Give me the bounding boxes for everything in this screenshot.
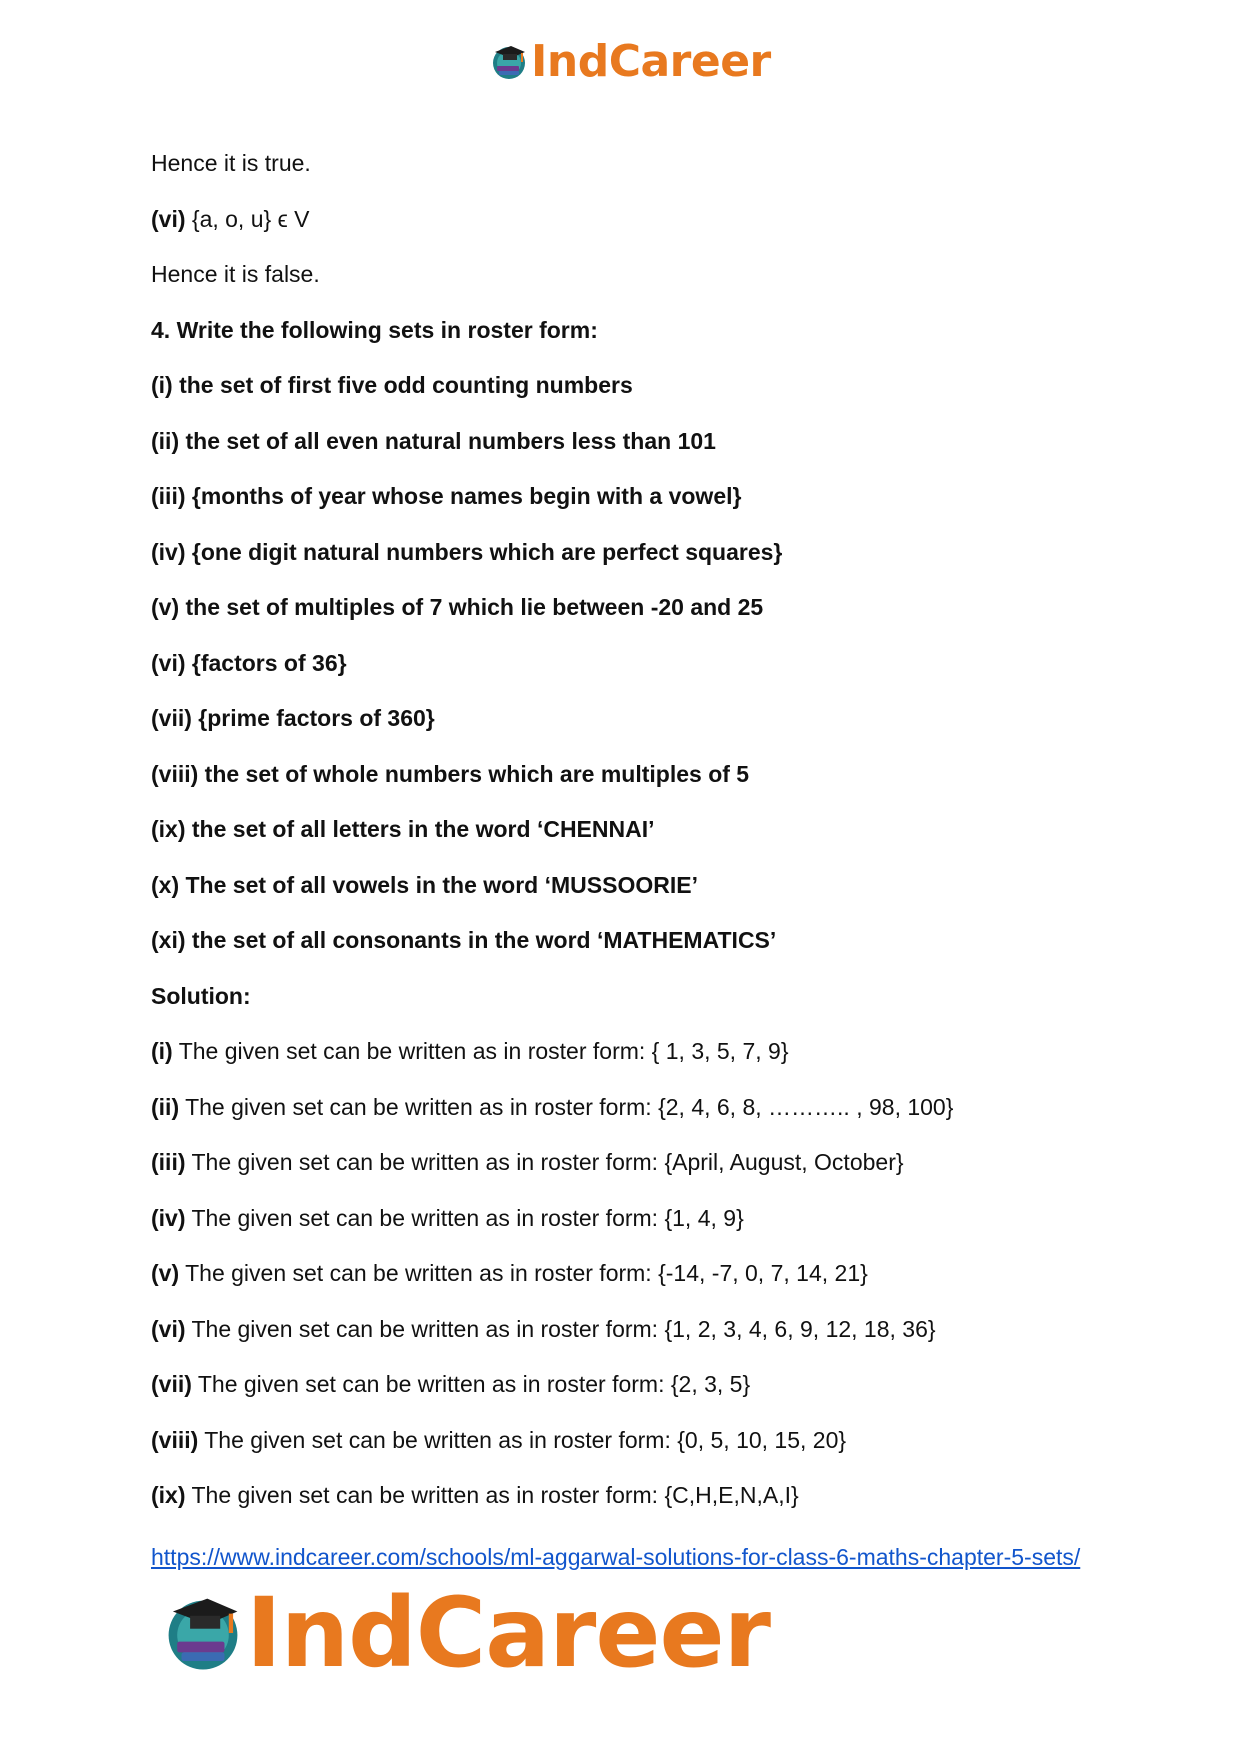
text-line bbox=[151, 761, 1131, 788]
text-line bbox=[151, 1094, 1131, 1121]
line-text: The given set can be written as in roster form: {1, 4, 9} bbox=[185, 1204, 744, 1231]
line-text: (vii) {prime factors of 360} bbox=[151, 705, 435, 731]
text-line bbox=[151, 150, 1131, 177]
text-line bbox=[151, 1316, 1131, 1343]
line-text: The given set can be written as in roster form: {April, August, October} bbox=[185, 1149, 904, 1175]
source-link[interactable]: https://www.indcareer.com/schools/ml-aggarwal-solutions-for-class-6-maths-chapter-5-sets/ bbox=[151, 1544, 1081, 1570]
text-line bbox=[151, 206, 1131, 233]
line-text: Solution: bbox=[151, 982, 251, 1009]
line-text: (iv) {one digit natural numbers which are perfect squares} bbox=[151, 538, 783, 565]
line-text: (x) The set of all vowels in the word ‘MUSSOORIE’ bbox=[151, 871, 698, 898]
text-line bbox=[151, 650, 1131, 677]
text-line bbox=[151, 372, 1131, 399]
item-number: (viii) bbox=[151, 1426, 199, 1453]
item-number: (vi) bbox=[151, 1315, 186, 1342]
line-text: The given set can be written as in roster form: {2, 4, 6, 8, ……….. , 98, 100} bbox=[179, 1093, 954, 1120]
text-line bbox=[151, 1482, 1131, 1509]
text-line bbox=[151, 816, 1131, 843]
line-text: (ii) the set of all even natural numbers less than 101 bbox=[151, 427, 716, 454]
text-line bbox=[151, 927, 1131, 954]
line-text: (viii) the set of whole numbers which are multiples of 5 bbox=[151, 760, 750, 787]
document-body bbox=[151, 150, 1131, 1538]
line-text: The given set can be written as in roster form: {2, 3, 5} bbox=[191, 1371, 751, 1397]
line-text: (ix) the set of all letters in the word ‘CHENNAI’ bbox=[151, 816, 655, 842]
footer-logo bbox=[160, 1577, 770, 1689]
line-text: The given set can be written as in roster form: {1, 2, 3, 4, 6, 9, 12, 18, 36} bbox=[185, 1315, 936, 1342]
line-text: (xi) the set of all consonants in the word ‘MATHEMATICS’ bbox=[151, 927, 777, 953]
line-text: {a, o, u} ϵ V bbox=[185, 205, 310, 232]
item-number: (v) bbox=[151, 1260, 180, 1286]
brand-name: IndCareer bbox=[246, 1577, 770, 1689]
line-text: Hence it is true. bbox=[151, 150, 311, 176]
line-text: 4. Write the following sets in roster form: bbox=[151, 316, 598, 343]
graduation-book-globe-icon bbox=[489, 42, 529, 82]
line-text: (i) the set of first five odd counting numbers bbox=[151, 372, 633, 398]
item-number: (vi) bbox=[151, 205, 186, 232]
text-line bbox=[151, 539, 1131, 566]
line-text: The given set can be written as in roster form: {0, 5, 10, 15, 20} bbox=[198, 1426, 847, 1453]
item-number: (ix) bbox=[151, 1482, 186, 1508]
item-number: (ii) bbox=[151, 1093, 180, 1120]
item-number: (i) bbox=[151, 1038, 173, 1064]
line-text: The given set can be written as in roster form: {-14, -7, 0, 7, 14, 21} bbox=[179, 1260, 868, 1286]
text-line bbox=[151, 594, 1131, 621]
item-number: (vii) bbox=[151, 1371, 192, 1397]
text-line bbox=[151, 1427, 1131, 1454]
text-line bbox=[151, 872, 1131, 899]
line-text: (vi) {factors of 36} bbox=[151, 649, 347, 676]
header-logo bbox=[489, 36, 771, 87]
text-line bbox=[151, 705, 1131, 732]
graduation-book-globe-icon bbox=[160, 1590, 246, 1676]
text-line bbox=[151, 1260, 1131, 1287]
brand-name: IndCareer bbox=[531, 36, 771, 87]
line-text: Hence it is false. bbox=[151, 261, 320, 287]
text-line bbox=[151, 983, 1131, 1010]
item-number: (iv) bbox=[151, 1204, 186, 1231]
line-text: The given set can be written as in roster form: { 1, 3, 5, 7, 9} bbox=[172, 1038, 789, 1064]
text-line bbox=[151, 1038, 1131, 1065]
text-line bbox=[151, 1205, 1131, 1232]
text-line bbox=[151, 483, 1131, 510]
text-line bbox=[151, 1371, 1131, 1398]
line-text: (v) the set of multiples of 7 which lie between -20 and 25 bbox=[151, 594, 764, 620]
text-line bbox=[151, 261, 1131, 288]
text-line bbox=[151, 428, 1131, 455]
text-line bbox=[151, 317, 1131, 344]
line-text: The given set can be written as in roster form: {C,H,E,N,A,I} bbox=[185, 1482, 799, 1508]
item-number: (iii) bbox=[151, 1149, 186, 1175]
text-line bbox=[151, 1149, 1131, 1176]
line-text: (iii) {months of year whose names begin with a vowel} bbox=[151, 483, 742, 509]
